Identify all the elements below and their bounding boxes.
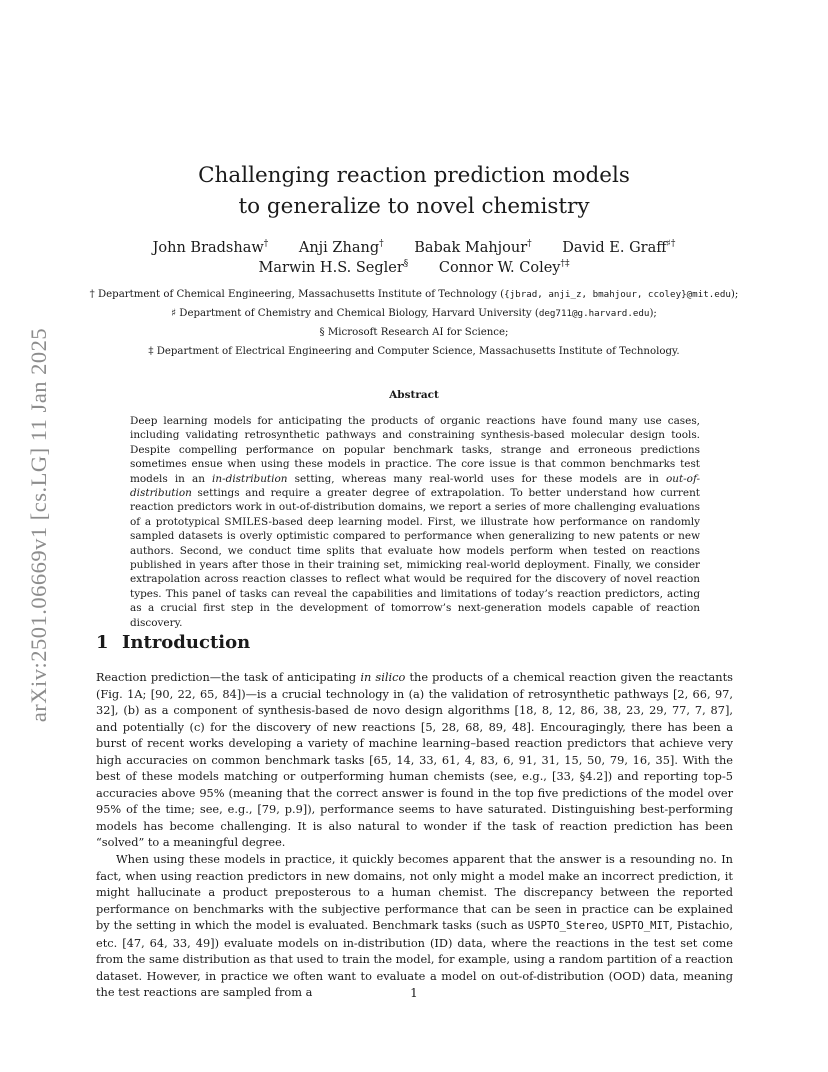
abstract-emphasis: out-of-distribution [130,472,700,500]
section-heading [96,632,250,653]
paragraph-text: , Pistachio, etc. [47, 64, 33, 49]) evaluate models on in-distribution (ID) data, where the reactions in the test set come from the same distribution as that used to train the model, for example, using a random partition of a reaction dataset. However, in practice we often want to evaluate a model on out-of-distribution (OOD) data, meaning the test reactions are sampled from a [96,918,733,1000]
affiliation-end: ); [730,289,739,300]
author-mark: †‡ [560,259,570,270]
affiliations [0,285,828,361]
email-link[interactable]: deg711@g.harvard.edu [538,308,650,319]
author-mark: § [403,259,409,270]
abstract-text: settings and require a greater degree of extrapolation. To better understand how current reaction predictors work in out-of-distribution domains, we report a series of more challenging evaluations of a prototypical SMILES-based deep learning model. First, we illustrate how performance on randomly sampled datasets is overly optimistic compared to performance when generalizing to new patents or new authors. Second, we conduct time splits that evaluate how models perform when tested on reactions published in years after those in their training set, mimicking real-world deployment. Finally, we consider extrapolation across reaction classes to reflect what would be required for the discovery of novel reaction types. This panel of tasks can reveal the capabilities and limitations of today’s reaction predictors, acting as a crucial first step in the development of tomorrow’s next-generation models capable of reaction discovery. [130,487,700,629]
author [259,260,409,276]
dataset-name: USPTO_MIT [611,920,670,933]
author-name: John Bradshaw [152,240,264,256]
introduction-body [96,669,733,1001]
author-mark: ♯† [666,239,676,250]
abstract-emphasis: in-distribution [212,472,288,485]
author-mark: † [527,239,532,250]
abstract-text: setting, whereas many real-world uses for these models are in [287,472,666,485]
author-name: Marwin H.S. Segler [258,260,404,276]
author-name: David E. Graff [562,240,667,256]
author-mark: † [379,239,384,250]
section-title: Introduction [122,632,251,653]
paper-title [0,160,828,222]
author-name: Babak Mahjour [414,240,528,256]
author [414,240,531,256]
section-number: 1 [96,632,109,653]
paragraph [96,851,733,1001]
affiliation-mit-eecs: ‡ Department of Electrical Engineering and Computer Science, Massachusetts Institute of Technology. [148,346,680,357]
paragraph-text: , [604,918,612,933]
title-line-1: Challenging reaction prediction models [198,163,630,188]
paragraph-text: When using these models in practice, it quickly becomes apparent that the answer is a resounding no. In fact, when using reaction predictors in new domains, not only might a model make an incorrect prediction, it might hallucinate a product preposterous to a human chemist. The discrepancy between the reported performance on benchmarks with the subjective performance that can be seen in practice can be explained by the setting in which the model is evaluated. Benchmark tasks (such as [96,852,733,933]
author [439,260,570,276]
author-list [0,240,828,280]
affiliation-end: ); [649,308,657,319]
affiliation-text: † Department of Chemical Engineering, Massachusetts Institute of Technology ( [89,289,505,300]
affiliation-mit-cheme [0,285,828,304]
paragraph-emphasis: in silico [360,670,406,684]
paragraph-text: the products of a chemical reaction given the reactants (Fig. 1A; [90, 22, 65, 84])—is a crucial technology in (a) the validation of retrosynthetic pathways [2, 66, 97, 32], (b) as a component of synthesis-based de novo design algorithms [18, 8, 12, 86, 38, 23, 29, 77, 7, 87], and potentially (c) for the discovery of new reactions [5, 28, 68, 89, 48]. Encouragingly, there has been a burst of recent works developing a variety of machine learning–based reaction predictors that achieve very high accuracies on common benchmark tasks [65, 14, 33, 61, 4, 83, 6, 91, 31, 15, 50, 79, 16, 35]. With the best of these models matching or outperforming human chemists (see, e.g., [33, §4.2]) and reporting top-5 accuracies above 95% (meaning that the correct answer is found in the top five predictions of the model over 95% of the time; see, e.g., [79, p.9]), performance seems to have saturated. Distinguishing best-performing models has become challenging. It is also natural to wonder if the task of reaction prediction has been “solved” to a meaningful degree. [96,670,733,850]
dataset-name: USPTO_Stereo [527,920,605,933]
arxiv-identifier: arXiv:2501.06669v1 [cs.LG] 11 Jan 2025 [26,327,51,723]
author-line-1 [0,240,828,256]
abstract-body [130,414,700,630]
abstract-text: Deep learning models for anticipating the products of organic reactions have found many use cases, including validating retrosynthetic pathways and constraining synthesis-based molecular design tools. Despite compelling performance on popular benchmark tasks, strange and erroneous predictions sometimes ensue when using these models in practice. The core issue is that common benchmarks test models in an [130,415,700,485]
paragraph [96,669,733,851]
author-name: Anji Zhang [298,240,380,256]
author [153,240,269,256]
affiliation-harvard [0,304,828,323]
paragraph-text: Reaction prediction—the task of anticipating [96,670,361,684]
title-line-2: to generalize to novel chemistry [238,194,590,219]
page-number: 1 [410,986,418,1000]
affiliation-text: ♯ Department of Chemistry and Chemical Biology, Harvard University ( [171,308,539,319]
author [562,240,675,256]
author [299,240,384,256]
author-name: Connor W. Coley [438,260,561,276]
author-mark: † [263,239,269,250]
email-link[interactable]: {jbrad, anji_z, bmahjour, ccoley}@mit.edu [504,289,731,300]
author-line-2 [0,260,828,276]
affiliation-microsoft: § Microsoft Research AI for Science; [319,327,509,338]
abstract-heading: Abstract [389,389,439,401]
